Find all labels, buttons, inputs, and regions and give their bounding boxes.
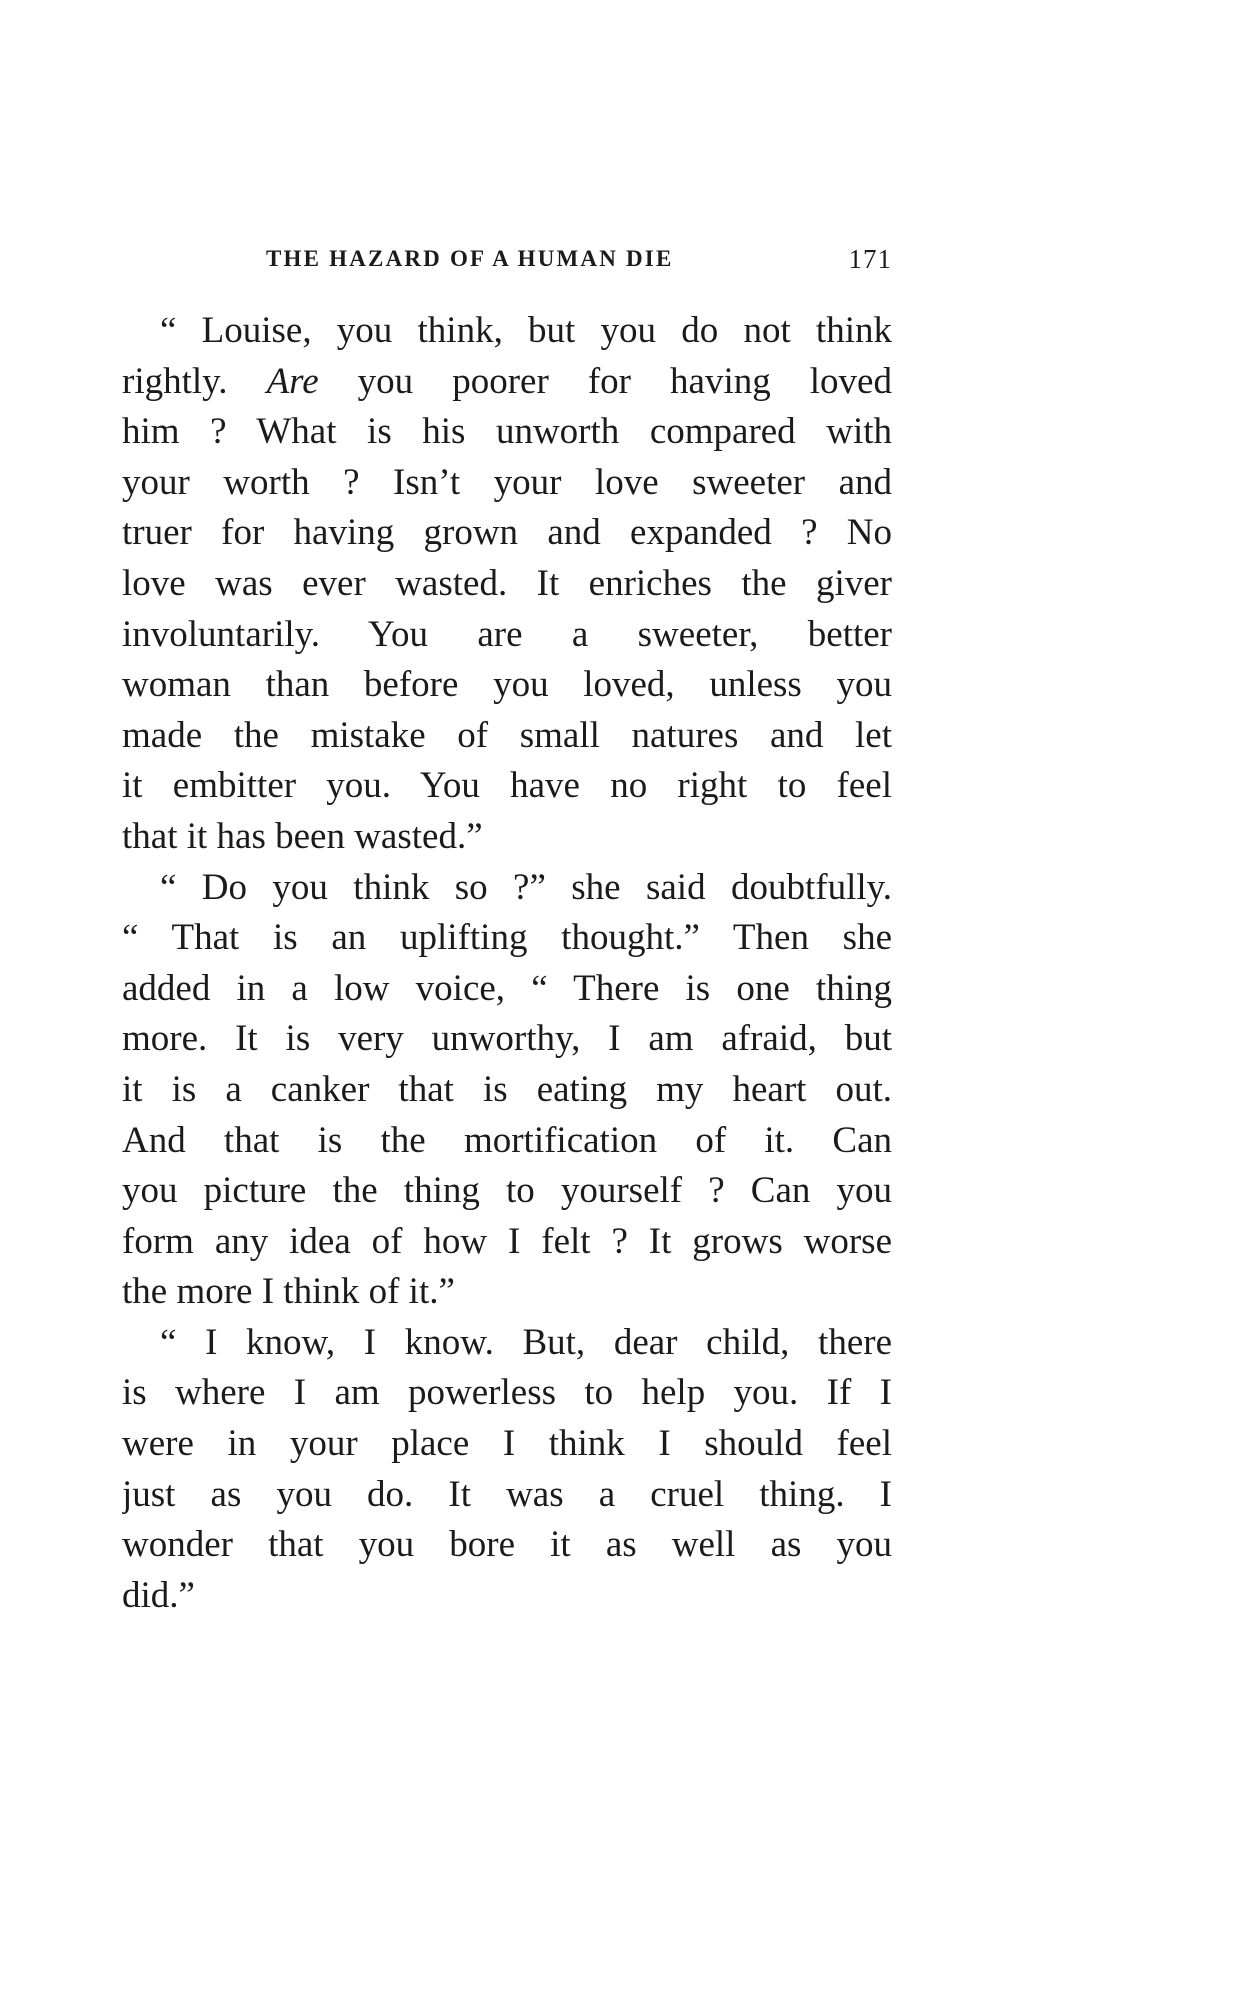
italic-emphasis: Are <box>266 360 319 402</box>
text-line: him ? What is his unworth compared with <box>122 411 892 453</box>
text-line: your worth ? Isn’t your love sweeter and <box>122 461 892 503</box>
text-line: form any idea of how I felt ? It grows worse <box>122 1220 892 1262</box>
text-line: just as you do. It was a cruel thing. I <box>122 1473 892 1515</box>
running-head <box>122 246 892 276</box>
text-line: wonder that you bore it as well as you <box>122 1524 892 1566</box>
running-head-title: THE HAZARD OF A HUMAN DIE <box>266 246 674 271</box>
text-line: that it has been wasted.” <box>122 815 483 857</box>
text-line: added in a low voice, “ There is one thing <box>122 967 892 1009</box>
text-segment: rightly. <box>122 360 267 402</box>
text-line: “ I know, I know. But, dear child, there <box>160 1321 892 1363</box>
text-line: truer for having grown and expanded ? No <box>122 512 892 554</box>
text-line: did.” <box>122 1574 195 1616</box>
text-line: “ That is an uplifting thought.” Then she <box>122 917 892 959</box>
text-line: it embitter you. You have no right to feel <box>122 765 892 807</box>
text-line: more. It is very unworthy, I am afraid, but <box>122 1018 892 1060</box>
text-line: is where I am powerless to help you. If I <box>122 1372 892 1414</box>
text-line: woman than before you loved, unless you <box>122 664 892 706</box>
text-segment: you poorer for having loved <box>318 360 892 402</box>
text-line: the more I think of it.” <box>122 1271 455 1313</box>
text-line <box>122 357 892 408</box>
text-line: involuntarily. You are a sweeter, better <box>122 613 892 655</box>
text-line: “ Do you think so ?” she said doubtfully. <box>160 866 892 908</box>
text-line: made the mistake of small natures and let <box>122 714 892 756</box>
text-line: “ Louise, you think, but you do not think <box>160 310 892 351</box>
text-line: you picture the thing to yourself ? Can you <box>122 1170 892 1212</box>
text-line: love was ever wasted. It enriches the giver <box>122 562 892 604</box>
text-line: were in your place I think I should feel <box>122 1423 892 1465</box>
text-line: it is a canker that is eating my heart out. <box>122 1068 892 1110</box>
text-line: And that is the mortification of it. Can <box>122 1119 892 1161</box>
body-text <box>122 306 892 1621</box>
page-number: 171 <box>848 244 892 274</box>
